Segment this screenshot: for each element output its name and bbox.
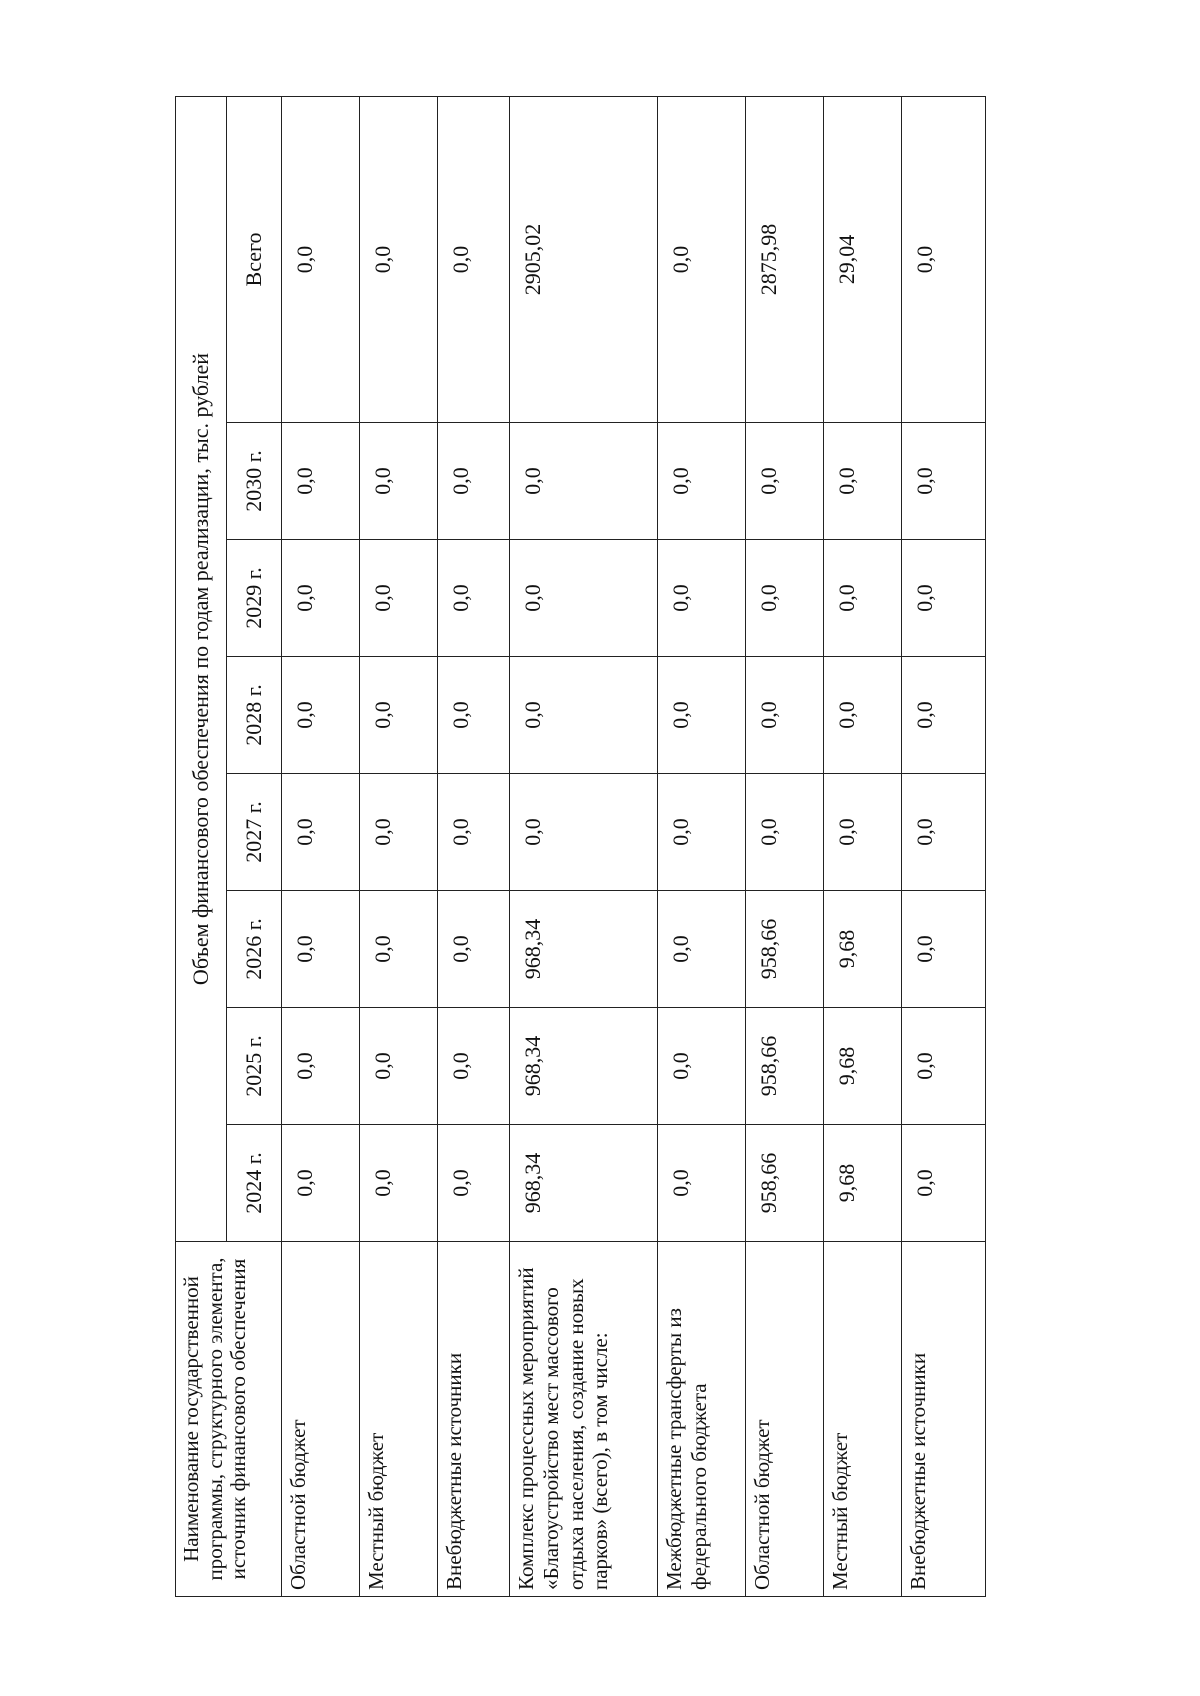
row-source-name: Областной бюджет [746, 1242, 824, 1597]
row-year-value: 0,0 [360, 423, 438, 540]
row-year-value: 0,0 [510, 540, 658, 657]
total-header: Всего [227, 96, 282, 422]
table-row [360, 96, 438, 1596]
row-year-value: 968,34 [510, 1008, 658, 1125]
row-year-value: 958,66 [746, 891, 824, 1008]
row-year-value: 0,0 [282, 1008, 360, 1125]
year-header-2027: 2027 г. [227, 774, 282, 891]
row-source-name: Внебюджетные источники [438, 1242, 510, 1597]
row-year-value: 0,0 [902, 774, 986, 891]
row-year-value: 0,0 [510, 657, 658, 774]
row-source-name: Комплекс процессных мероприятий «Благоустройство мест массового отдыха населения, создание новых парков» (всего), в том числе: [510, 1242, 658, 1597]
row-year-value: 0,0 [438, 1125, 510, 1242]
row-year-value: 968,34 [510, 1125, 658, 1242]
row-year-value: 0,0 [360, 1008, 438, 1125]
row-total-value: 0,0 [282, 96, 360, 422]
row-year-value: 0,0 [902, 540, 986, 657]
row-year-value: 0,0 [438, 657, 510, 774]
year-header-2026: 2026 г. [227, 891, 282, 1008]
row-total-value: 2905,02 [510, 96, 658, 422]
table-row [746, 96, 824, 1596]
table-row [282, 96, 360, 1596]
row-year-value: 958,66 [746, 1008, 824, 1125]
row-year-value: 968,34 [510, 891, 658, 1008]
header-row-group [176, 96, 227, 1596]
row-year-value: 0,0 [282, 891, 360, 1008]
row-source-name: Областной бюджет [282, 1242, 360, 1597]
header-group-cell: Объем финансового обеспечения по годам реализации, тыс. рублей [176, 96, 227, 1241]
row-source-name: Местный бюджет [360, 1242, 438, 1597]
row-source-name: Внебюджетные источники [902, 1242, 986, 1597]
table-row [824, 96, 902, 1596]
row-year-value: 0,0 [360, 1125, 438, 1242]
row-year-value: 9,68 [824, 1008, 902, 1125]
table-row [438, 96, 510, 1596]
row-year-value: 0,0 [510, 423, 658, 540]
row-year-value: 9,68 [824, 1125, 902, 1242]
row-year-value: 0,0 [902, 423, 986, 540]
row-total-value: 2875,98 [746, 96, 824, 422]
row-total-value: 29,04 [824, 96, 902, 422]
row-year-value: 0,0 [902, 1008, 986, 1125]
row-year-value: 0,0 [902, 657, 986, 774]
row-year-value: 958,66 [746, 1125, 824, 1242]
row-year-value: 0,0 [510, 774, 658, 891]
row-year-value: 0,0 [658, 891, 746, 1008]
financing-table [175, 96, 986, 1597]
row-year-value: 0,0 [902, 1125, 986, 1242]
row-year-value: 0,0 [438, 423, 510, 540]
row-year-value: 0,0 [658, 540, 746, 657]
row-year-value: 0,0 [746, 657, 824, 774]
row-year-value: 0,0 [746, 774, 824, 891]
row-year-value: 9,68 [824, 891, 902, 1008]
row-year-value: 0,0 [746, 423, 824, 540]
row-year-value: 0,0 [282, 657, 360, 774]
row-source-name: Местный бюджет [824, 1242, 902, 1597]
row-year-value: 0,0 [824, 540, 902, 657]
table-row [658, 96, 746, 1596]
row-year-value: 0,0 [282, 1125, 360, 1242]
table-body [282, 96, 986, 1596]
year-header-2024: 2024 г. [227, 1125, 282, 1242]
row-year-value: 0,0 [282, 774, 360, 891]
rotated-table-container [175, 97, 935, 1597]
row-year-value: 0,0 [824, 657, 902, 774]
row-total-value: 0,0 [902, 96, 986, 422]
row-year-value: 0,0 [658, 423, 746, 540]
row-year-value: 0,0 [438, 540, 510, 657]
table-row [902, 96, 986, 1596]
row-year-value: 0,0 [438, 891, 510, 1008]
row-source-name: Межбюджетные трансферты из федерального бюджета [658, 1242, 746, 1597]
row-year-value: 0,0 [658, 657, 746, 774]
year-header-2029: 2029 г. [227, 540, 282, 657]
row-year-value: 0,0 [746, 540, 824, 657]
table-row [510, 96, 658, 1596]
year-header-2030: 2030 г. [227, 423, 282, 540]
row-year-value: 0,0 [658, 1008, 746, 1125]
year-header-2025: 2025 г. [227, 1008, 282, 1125]
row-year-value: 0,0 [824, 774, 902, 891]
row-year-value: 0,0 [438, 774, 510, 891]
row-total-value: 0,0 [438, 96, 510, 422]
row-total-value: 0,0 [658, 96, 746, 422]
row-year-value: 0,0 [360, 540, 438, 657]
row-year-value: 0,0 [658, 1125, 746, 1242]
row-year-value: 0,0 [282, 423, 360, 540]
row-year-value: 0,0 [360, 891, 438, 1008]
header-name-cell: Наименование государственной программы, структурного элемента, источник финансового обеспечения [176, 1242, 282, 1597]
year-header-2028: 2028 г. [227, 657, 282, 774]
row-year-value: 0,0 [658, 774, 746, 891]
row-year-value: 0,0 [438, 1008, 510, 1125]
row-year-value: 0,0 [360, 774, 438, 891]
row-year-value: 0,0 [360, 657, 438, 774]
row-year-value: 0,0 [282, 540, 360, 657]
row-year-value: 0,0 [824, 423, 902, 540]
row-total-value: 0,0 [360, 96, 438, 422]
row-year-value: 0,0 [902, 891, 986, 1008]
